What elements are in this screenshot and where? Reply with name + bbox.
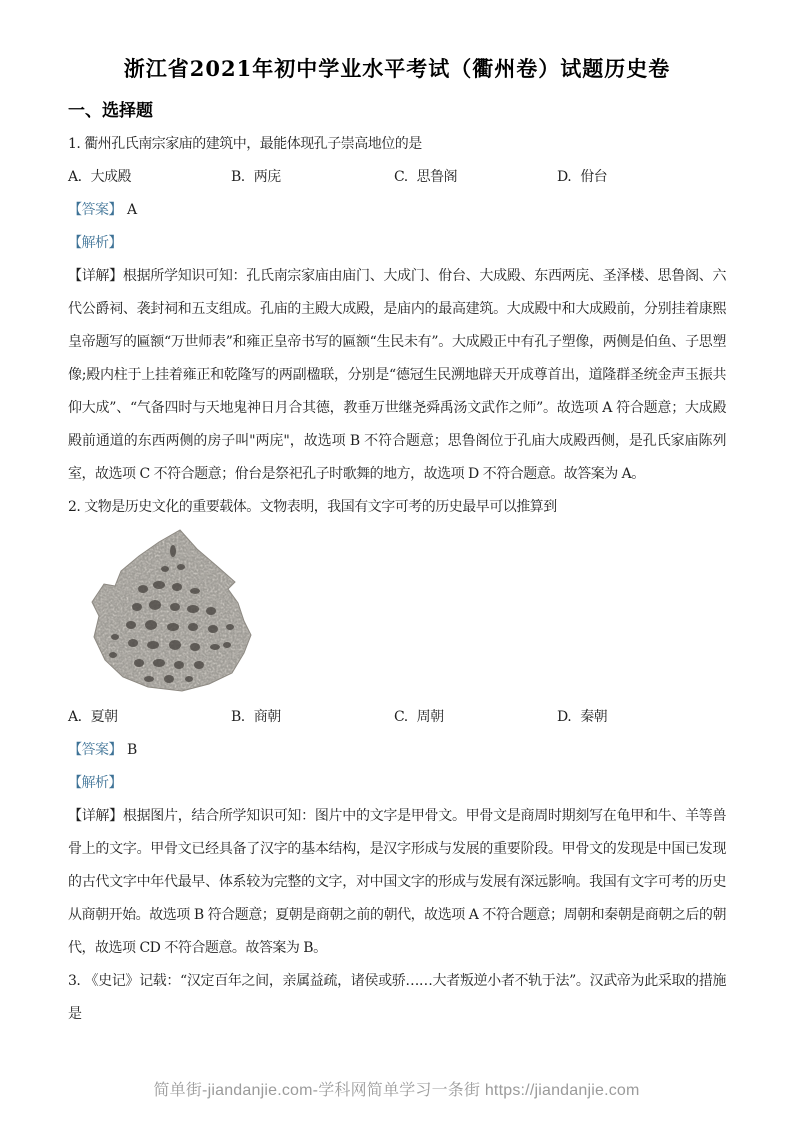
- question-1-answer-line: [68, 194, 726, 227]
- question-3-text: 3. 《史记》记载：“汉定百年之间，亲属益疏，诸侯或骄……大者叛逆小者不轨于法”。汉武帝为此采取的措施是: [68, 973, 726, 1022]
- question-1-analysis-line: [68, 227, 726, 260]
- answer-value: B: [127, 742, 137, 758]
- question-2-analysis-line: [68, 767, 726, 800]
- question-2-options: [68, 701, 726, 734]
- option-c: C. 周朝: [394, 709, 444, 725]
- question-1-options: [68, 161, 726, 194]
- answer-label: 【答案】: [68, 202, 122, 218]
- question-1-detail: 【详解】根据所学知识可知：孔氏南宗家庙由庙门、大成门、佾台、大成殿、东西两庑、圣泽楼、思鲁阁、六代公爵祠、袭封祠和五支组成。孔庙的主殿大成殿，是庙内的最高建筑。大成殿中和大成殿前，分别挂着康熙皇帝题写的匾额“万世师表”和雍正皇帝书写的匾额“生民未有”。大成殿正中有孔子塑像，两侧是伯鱼、子思塑像;殿内柱于上挂着雍正和乾隆写的两副楹联，分别是“德冠生民溯地辟天开成尊首出，道隆群圣统金声玉振共仰大成”、“气备四时与天地鬼神日月合其德，教垂万世继尧舜禹汤文武作之师”。故选项 A 符合题意；大成殿殿前通道的东西两侧的房子叫"两庑"，故选项 B 不符合题意；思鲁阁位于孔庙大成殿西侧，是孔氏家庙陈列室，故选项 C 不符合题意；佾台是祭祀孔子时歌舞的地方，故选项 D 不符合题意。故答案为 A。: [68, 268, 727, 482]
- section-heading: 一、选择题: [68, 101, 153, 121]
- question-2-text: 2. 文物是历史文化的重要载体。文物表明，我国有文字可考的历史最早可以推算到: [68, 499, 557, 515]
- option-a: A. 夏朝: [68, 709, 118, 725]
- option-b: B. 商朝: [231, 709, 281, 725]
- option-a: A. 大成殿: [68, 169, 132, 185]
- answer-label: 【答案】: [68, 742, 122, 758]
- option-d: D. 秦朝: [557, 709, 608, 725]
- option-d: D. 佾台: [557, 169, 608, 185]
- option-b: B. 两庑: [231, 169, 281, 185]
- option-c: C. 思鲁阁: [394, 169, 458, 185]
- question-2-answer-line: [68, 734, 726, 767]
- page-title: 浙江省2021年初中学业水平考试（衢州卷）试题历史卷: [123, 56, 671, 81]
- analysis-label: 【解析】: [68, 235, 122, 251]
- detail-label: 【详解】: [68, 808, 123, 824]
- answer-value: A: [127, 202, 137, 218]
- question-2-detail: 【详解】根据图片，结合所学知识可知：图片中的文字是甲骨文。甲骨文是商周时期刻写在龟甲和牛、羊等兽骨上的文字。甲骨文已经具备了汉字的基本结构，是汉字形成与发展的重要阶段。甲骨文的发现是中国已发现的古代文字中年代最早、体系较为完整的文字，对中国文字的形成与发展有深远影响。我国有文字可考的历史从商朝开始。故选项 B 符合题意；夏朝是商朝之前的朝代，故选项 A 不符合题意；周朝和秦朝是商朝之后的朝代，故选项 CD 不符合题意。故答案为 B。: [68, 808, 727, 956]
- analysis-label: 【解析】: [68, 775, 122, 791]
- question-2-figure: [68, 524, 726, 701]
- footer-watermark: 简单街-jiandanjie.com-学科网简单学习一条街 https://jiandanjie.com: [153, 1082, 640, 1099]
- question-1-text: 1. 衢州孔氏南宗家庙的建筑中，最能体现孔子崇高地位的是: [68, 136, 422, 152]
- oracle-bone-image: [85, 527, 261, 695]
- detail-label: 【详解】: [68, 268, 123, 284]
